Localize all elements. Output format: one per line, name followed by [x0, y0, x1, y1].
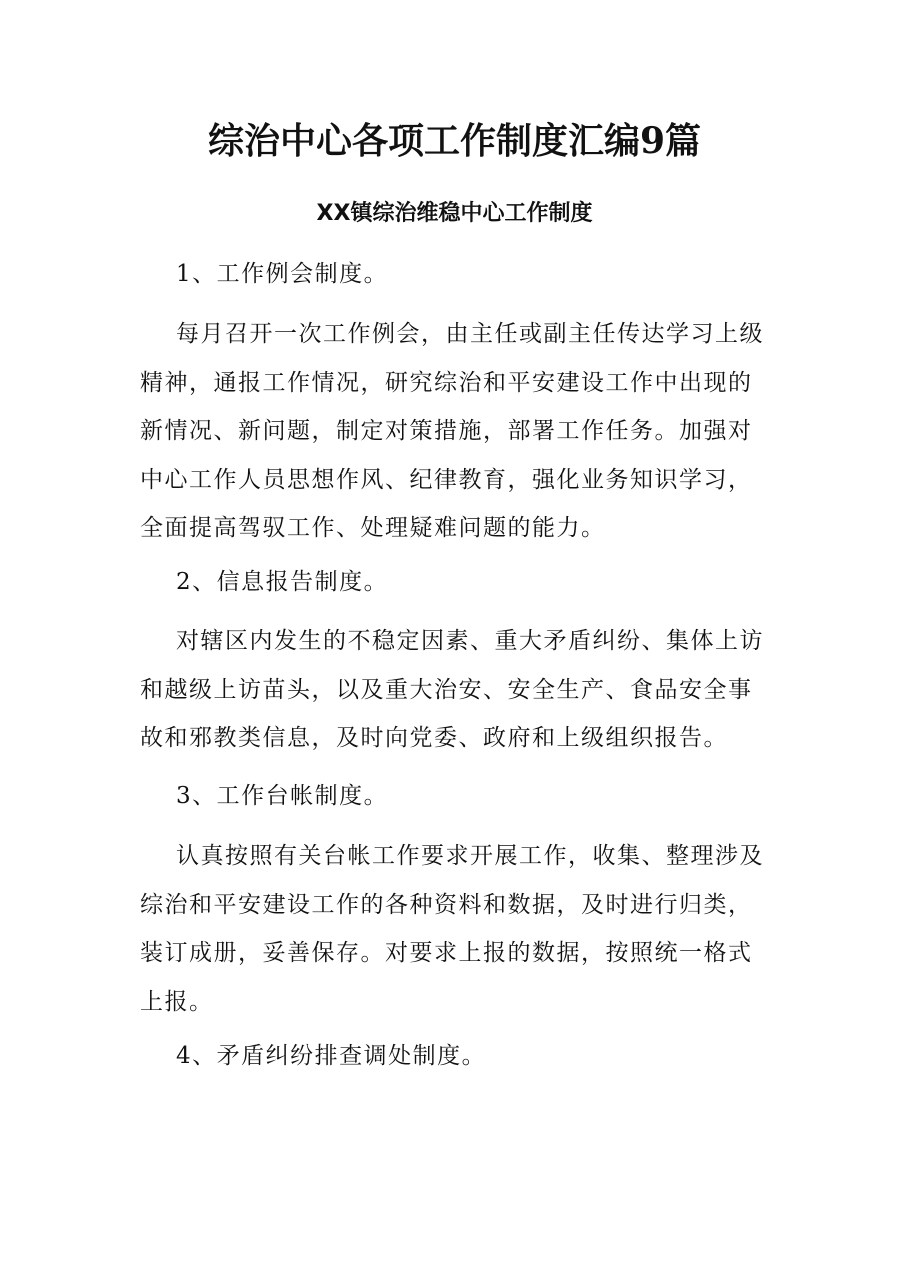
section-paragraph: 每月召开一次工作例会，由主任或副主任传达学习上级 精神，通报工作情况，研究综治和平安建设工作中出现的 新情况、新问题，制定对策措施，部署工作任务。加强对 中心工作人员思想作风、纪律教育，强化业务知识学习， 全面提高驾驭工作、处理疑难问题的能力。 [140, 321, 764, 541]
document-subtitle: XX镇综治维稳中心工作制度 [316, 201, 593, 226]
section-heading: 3、工作台帐制度。 [176, 783, 389, 809]
section-heading: 1、工作例会制度。 [176, 261, 389, 287]
section-heading: 2、信息报告制度。 [176, 569, 389, 595]
section-paragraph: 对辖区内发生的不稳定因素、重大矛盾纠纷、集体上访 和越级上访苗头，以及重大治安、安全生产、食品安全事 故和邪教类信息，及时向党委、政府和上级组织报告。 [140, 628, 764, 751]
section-heading: 4、矛盾纠纷排查调处制度。 [176, 1043, 487, 1069]
document-title: 综治中心各项工作制度汇编9篇 [207, 120, 702, 162]
section-paragraph: 认真按照有关台帐工作要求开展工作，收集、整理涉及 综治和平安建设工作的各种资料和数据，及时进行归类， 装订成册，妥善保存。对要求上报的数据，按照统一格式 上报。 [140, 843, 764, 1015]
